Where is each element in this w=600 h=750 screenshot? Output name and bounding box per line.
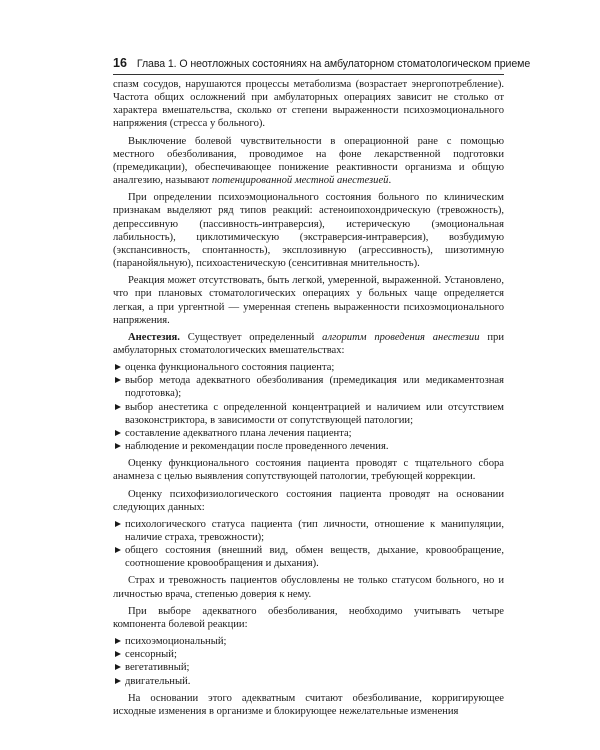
bullet-list [113, 518, 504, 571]
paragraph: При определении психоэмоционального состояния больного по клиническим признакам выделяют ряд типов реакций: астеноипохондрическую (тревожность), депрессивную (пассивность-интраверсия), истерическую (эмоциональная лабильность), циклотимическую (экстраверсия-интраверсия), возбудимую (экспансивность, спонтанность), эксплозивную (агрессивность), шизотимную (паранойяльную), психоастеническую (сенситивная мнительность). [113, 192, 504, 270]
paragraph: На основании этого адекватным считают обезболивание, корригирующее исходные изменения в организме и блокирующее нежелательные изменения [113, 692, 504, 717]
paragraph-end: . [388, 175, 392, 187]
paragraph: спазм сосудов, нарушаются процессы метаболизма (возрастает энергопотребление). Частота общих осложнений при амбулаторных операциях зависит не столько от характера вмешательства, сколько от степени выраженности психоэмоционального напряжения (стресса у больного). [113, 79, 504, 130]
list-item: вегетативный; [113, 661, 504, 674]
list-item: психологического статуса пациента (тип личности, отношение к манипуляции, наличие страха, тревожности); [113, 518, 504, 544]
emphasized-term: потенцированной местной анестезией [211, 175, 389, 187]
list-item: оценка функционального состояния пациента; [113, 361, 504, 374]
paragraph-end: при амбулаторных стоматологических вмешательствах: [113, 331, 504, 356]
running-header [113, 56, 531, 72]
bullet-list [113, 361, 504, 453]
paragraph: При выборе адекватного обезболивания, необходимо учитывать четыре компонента болевой реакции: [113, 605, 504, 630]
paragraph: Страх и тревожность пациентов обусловлены не только статусом больного, но и личностью врача, степенью доверия к нему. [113, 575, 504, 600]
body-text [113, 78, 504, 722]
page-number: 16 [113, 56, 127, 70]
header-rule [113, 74, 504, 75]
paragraph-text: Выключение болевой чувствительности в операционной ране с помощью местного обезболивания, проводимое на фоне лекарственной подготовки (премедикации), обеспечивающее понижение реактивности организма и общую аналгезию, называют [113, 135, 504, 187]
paragraph [113, 331, 504, 357]
section-lead: Анестезия. [128, 331, 180, 343]
bullet-list [113, 635, 504, 688]
list-item: составление адекватного плана лечения пациента; [113, 427, 504, 440]
paragraph-text: Существует определенный [179, 331, 323, 343]
list-item: наблюдение и рекомендации после проведенного лечения. [113, 440, 504, 453]
paragraph: Оценку функционального состояния пациента проводят с тщательного сбора анамнеза с целью выявления сопутствующей патологии, требующей коррекции. [113, 458, 504, 483]
chapter-title: Глава 1. О неотложных состояниях на амбулаторном стоматологическом приеме [136, 58, 531, 70]
emphasized-term: алгоритм проведения анестезии [322, 331, 480, 343]
list-item: сенсорный; [113, 648, 504, 661]
list-item: общего состояния (внешний вид, обмен веществ, дыхание, кровообращение, соотношение кровообращения и дыхания). [113, 544, 504, 570]
list-item: двигательный. [113, 675, 504, 688]
paragraph: Реакция может отсутствовать, быть легкой, умеренной, выраженной. Установлено, что при плановых стоматологических операциях у больных чаще определяется легкая, а при ургентной — умеренная степень выраженности психоэмоционального напряжения. [113, 275, 504, 326]
list-item: выбор метода адекватного обезболивания (премедикация или медикаментозная подготовка); [113, 374, 504, 400]
paragraph [113, 135, 504, 188]
list-item: выбор анестетика с определенной концентрацией и наличием или отсутствием вазоконстриктора, в зависимости от сопутствующей патологии; [113, 401, 504, 427]
list-item: психоэмоциональный; [113, 635, 504, 648]
paragraph: Оценку психофизиологического состояния пациента проводят на основании следующих данных: [113, 488, 504, 513]
